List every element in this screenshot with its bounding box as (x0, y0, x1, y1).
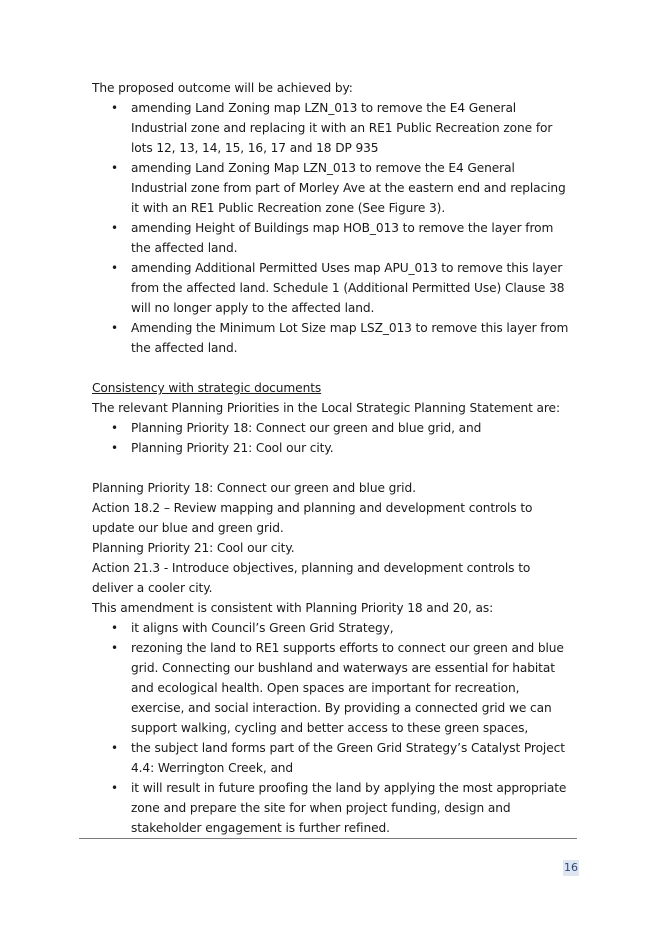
page-number: 16 (564, 861, 578, 874)
page-body (92, 78, 570, 838)
list-item: • Amending the Minimum Lot Size map LSZ_013 to remove this layer from the affected land. (92, 318, 570, 358)
consistency-paragraph: This amendment is consistent with Planning Priority 18 and 20, as: (92, 601, 494, 615)
list-item: • it will result in future proofing the land by applying the most appropriate zone and prepare the site for when project funding, design and stakeholder engagement is further refined. (92, 778, 570, 838)
priority-21-paragraph: Planning Priority 21: Cool our city. (92, 541, 295, 555)
list-item: • rezoning the land to RE1 supports efforts to connect our green and blue grid. Connecting our bushland and waterways are essential for habitat and ecological health. Open spaces are important for recreation, exercise, and social interaction. By providing a connected grid we can support walking, cycling and better access to these green spaces, (92, 638, 570, 738)
list-item: • amending Land Zoning map LZN_013 to remove the E4 General Industrial zone and replacing it with an RE1 Public Recreation zone for lots 12, 13, 14, 15, 16, 17 and 18 DP 935 (92, 98, 570, 158)
intro-paragraph: The proposed outcome will be achieved by: (92, 81, 353, 95)
priority-list (92, 418, 570, 458)
consistency-list (92, 618, 570, 838)
outcome-list (92, 98, 570, 358)
list-item: • amending Additional Permitted Uses map APU_013 to remove this layer from the affected land. Schedule 1 (Additional Permitted Use) Clause 38 will no longer apply to the affected land. (92, 258, 570, 318)
footer-divider (79, 838, 577, 839)
priority-18-paragraph: Planning Priority 18: Connect our green and blue grid. (92, 481, 416, 495)
list-item: • Planning Priority 21: Cool our city. (92, 438, 570, 458)
section-heading: Consistency with strategic documents (92, 381, 322, 395)
priorities-intro: The relevant Planning Priorities in the Local Strategic Planning Statement are: (92, 401, 560, 415)
list-item: • amending Height of Buildings map HOB_013 to remove the layer from the affected land. (92, 218, 570, 258)
list-item: • Planning Priority 18: Connect our green and blue grid, and (92, 418, 570, 438)
action-21-3-paragraph: Action 21.3 - Introduce objectives, planning and development controls to deliver a cooler city. (92, 561, 531, 595)
list-item: • amending Land Zoning Map LZN_013 to remove the E4 General Industrial zone from part of Morley Ave at the eastern end and replacing it with an RE1 Public Recreation zone (See Figure 3). (92, 158, 570, 218)
list-item: • it aligns with Council’s Green Grid Strategy, (92, 618, 570, 638)
list-item: • the subject land forms part of the Green Grid Strategy’s Catalyst Project 4.4: Werrington Creek, and (92, 738, 570, 778)
action-18-2-paragraph: Action 18.2 – Review mapping and planning and development controls to update our blue and green grid. (92, 501, 533, 535)
spacer (92, 458, 570, 478)
spacer (92, 358, 570, 378)
